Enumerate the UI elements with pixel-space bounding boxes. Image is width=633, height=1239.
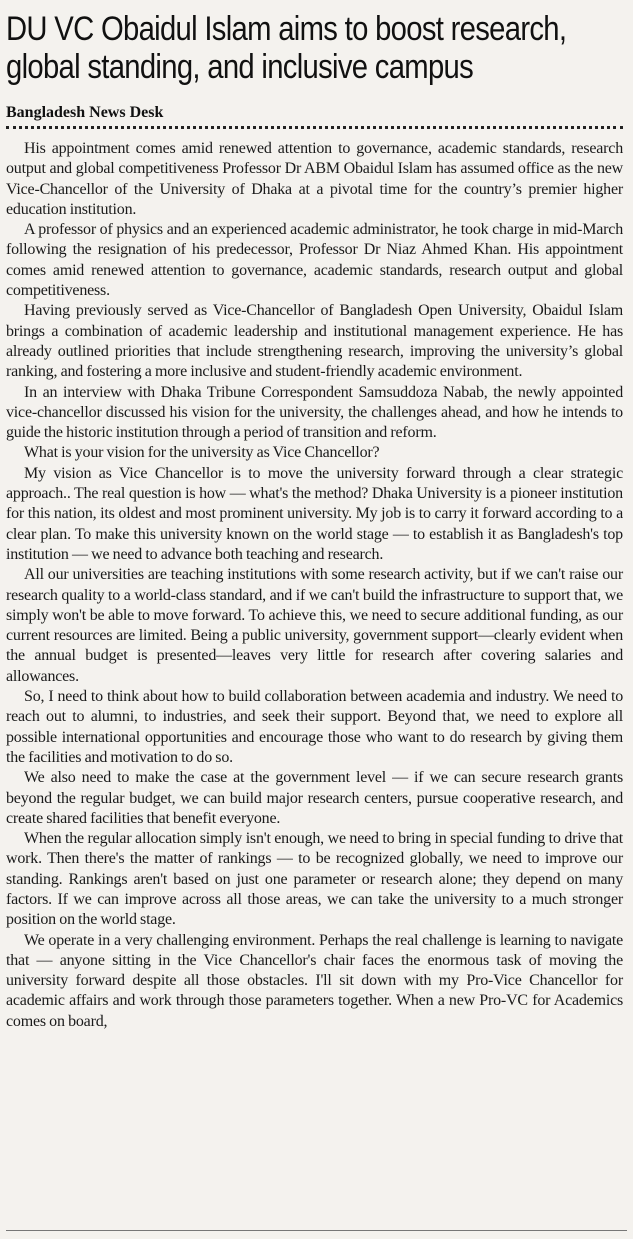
dotted-divider — [6, 126, 623, 129]
paragraph-4: In an interview with Dhaka Tribune Correspondent Samsuddoza Nabab, the newly appointed vice-chancellor discussed his vision for the university, the challenges ahead, and how he intends to guide the historic institution through a period of transition and reform. — [6, 383, 623, 442]
paragraph-7: All our universities are teaching institutions with some research activity, but if we can't raise our research quality to a world-class standard, and if we can't build the infrastructure to support that, we simply won't be able to move forward. To achieve this, we need to secure additional funding, as our current resources are limited. Being a public university, government support—clearly evident when the annual budget is presented—leaves very little for research after covering salaries and allowances. — [6, 566, 623, 685]
paragraph-11: We operate in a very challenging environment. Perhaps the real challenge is learning to navigate that — anyone sitting in the Vice Chancellor's chair faces the enormous task of moving the university forward despite all those obstacles. I'll sit down with my Pro-Vice Chancellor for academic affairs and work through those parameters together. When a new Pro-VC for Academics comes on board, — [6, 931, 623, 1030]
paragraph-6: My vision as Vice Chancellor is to move the university forward through a clear strategic approach.. The real question is how — what's the method? Dhaka University is a pioneer institution for this nation, its oldest and most prominent university. My job is to carry it forward according to a clear plan. To make this university known on the world stage — to establish it as Bangladesh's top institution — we need to advance both teaching and research. — [6, 464, 623, 563]
headline-line-1: DU VC Obaidul Islam aims to boost research, — [6, 10, 567, 48]
paragraph-2: A professor of physics and an experienced academic administrator, he took charge in mid-March following the resignation of his predecessor, Professor Dr Niaz Ahmed Khan. His appointment comes amid renewed attention to governance, academic standards, research output and global competitiveness. — [6, 221, 623, 300]
paragraph-9: We also need to make the case at the government level — if we can secure research grants beyond the regular budget, we can build major research centers, pursue cooperative research, and create shared facilities that benefit everyone. — [6, 769, 623, 827]
bottom-divider — [6, 1230, 627, 1231]
paragraph-3: Having previously served as Vice-Chancellor of Bangladesh Open University, Obaidul Islam brings a combination of academic leadership and institutional management experience. He has already outlined priorities that include strengthening research, improving the university’s global ranking, and fostering a more inclusive and student-friendly academic environment. — [6, 302, 623, 381]
byline: Bangladesh News Desk — [6, 104, 164, 121]
headline — [6, 10, 622, 86]
paragraph-8: So, I need to think about how to build collaboration between academia and industry. We need to reach out to alumni, to industries, and seek their support. Beyond that, we need to explore all possible international opportunities and encourage those who want to do research by giving them the facilities and motivation to do so. — [6, 688, 623, 766]
article-body — [6, 139, 623, 1032]
headline-line-2: global standing, and inclusive campus — [6, 48, 474, 86]
interview-question: What is your vision for the university as Vice Chancellor? — [24, 444, 380, 462]
paragraph-1: His appointment comes amid renewed attention to governance, academic standards, research output and global competitiveness Professor Dr ABM Obaidul Islam has assumed office as the new Vice-Chancellor of the University of Dhaka at a pivotal time for the country’s premier higher education institution. — [6, 140, 623, 218]
paragraph-10: When the regular allocation simply isn't enough, we need to bring in special funding to drive that work. Then there's the matter of rankings — to be recognized globally, we need to improve our standing. Rankings aren't based on just one parameter or research alone; they depend on many factors. If we can improve across all those areas, we can take the university to a much stronger position on the world stage. — [6, 830, 623, 929]
